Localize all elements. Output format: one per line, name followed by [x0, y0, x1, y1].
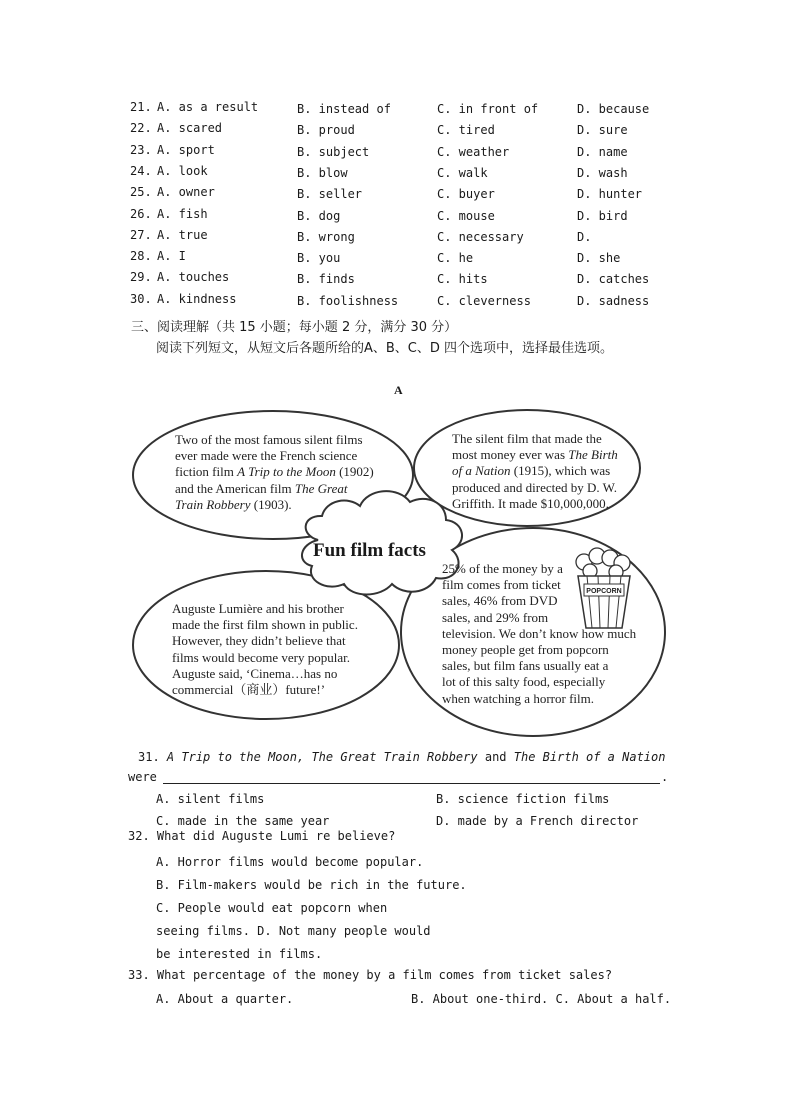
cloze-option-c: C. weather [437, 144, 510, 159]
cloze-option-d: D. hunter [577, 187, 643, 202]
cloze-option-b: B. you [297, 251, 341, 266]
cloze-option-b: B. seller [297, 187, 363, 202]
q32-option-c-line1: C. People would eat popcorn when [156, 901, 388, 915]
section-instruction: 阅读下列短文，从短文后各题所给的A、B、C、D 四个选项中，选择最佳选项。 [156, 341, 614, 356]
cloze-number: 27. [130, 227, 152, 242]
cloze-option-d: D. [577, 229, 592, 244]
cloze-option-d: D. catches [577, 272, 650, 287]
cloze-number: 26. [130, 206, 152, 221]
cloze-option-d: D. she [577, 251, 621, 266]
cloze-option-a: A. scared [157, 121, 223, 136]
cloze-option-c: C. hits [437, 272, 488, 287]
cloze-number: 21. [130, 100, 152, 114]
cloze-option-c: C. tired [437, 123, 495, 138]
cloze-option-a: A. as a result [157, 100, 259, 114]
cloze-option-c: C. necessary [437, 229, 524, 244]
cloze-option-d: D. name [577, 144, 628, 159]
passage-label: A [394, 383, 403, 397]
q31-option-b: B. science fiction films [436, 792, 610, 806]
cloze-option-a: A. owner [157, 185, 215, 200]
q31-stem: 31. A Trip to the Moon, The Great Train Robbery and The Birth of a Nation [138, 750, 666, 764]
bubble-bottom-left-text: Auguste Lumière and his brother made the first film shown in public. However, they didn’t believe that films would become very popular. Auguste said, ‘Cinema…has no commercial（商业）future!’ [172, 601, 358, 698]
q32-option-d-line: be interested in films. [156, 947, 323, 961]
cloze-number: 24. [130, 163, 152, 178]
q33-option-a: A. About a quarter. [156, 992, 294, 1006]
cloze-number: 28. [130, 249, 152, 264]
q32-option-b: B. Film-makers would be rich in the future. [156, 878, 467, 892]
cloze-option-c: C. mouse [437, 208, 495, 223]
poster-title: Fun film facts [313, 540, 426, 561]
cloze-number: 25. [130, 185, 152, 200]
cloze-option-c: C. buyer [437, 187, 495, 202]
section-heading: 三、阅读理解（共 15 小题；每小题 2 分，满分 30 分） [131, 320, 458, 335]
cloze-option-b: B. finds [297, 272, 355, 287]
q33-stem: 33. What percentage of the money by a film comes from ticket sales? [128, 968, 613, 982]
cloze-option-d: D. because [577, 102, 650, 116]
cloze-option-b: B. foolishness [297, 293, 399, 308]
cloze-number: 29. [130, 270, 152, 285]
bubble-bottom-right-text: 25% of the money by a film comes from ticket sales, 46% from DVD sales, and 29% from television. We don’t know how much money people get from popcorn sales, but film fans usually eat a lot of this salty food, especially when watching a horror film. [442, 561, 637, 706]
cloze-option-b: B. wrong [297, 229, 355, 244]
cloze-option-a: A. fish [157, 206, 208, 221]
cloze-option-b: B. proud [297, 123, 355, 138]
q31-period: . [661, 770, 669, 784]
q31-option-c: C. made in the same year [156, 814, 330, 828]
cloze-option-a: A. kindness [157, 291, 237, 306]
cloze-option-a: A. touches [157, 270, 230, 285]
q33-option-bc: B. About one-third. C. About a half. [411, 992, 672, 1006]
bubble-top-right-text: The silent film that made the most money ever was The Birth of a Nation (1915), which was produced and directed by D. W. Griffith. It made $10,000,000. [452, 431, 618, 511]
cloze-option-c: C. he [437, 251, 474, 266]
cloze-option-b: B. instead of [297, 102, 391, 116]
popcorn-label: POPCORN [586, 588, 622, 595]
cloze-option-a: A. sport [157, 142, 215, 157]
cloze-option-a: A. true [157, 227, 208, 242]
q32-option-c-line2: seeing films. D. Not many people would [156, 924, 431, 938]
cloze-option-a: A. look [157, 163, 208, 178]
cloze-option-c: C. walk [437, 165, 488, 180]
cloze-option-d: D. bird [577, 208, 628, 223]
q31-option-d: D. made by a French director [436, 814, 639, 828]
q32-stem: 32. What did Auguste Lumi re believe? [128, 829, 396, 843]
cloze-option-d: D. sure [577, 123, 628, 138]
q32-option-a: A. Horror films would become popular. [156, 855, 424, 869]
cloze-number: 22. [130, 121, 152, 136]
cloze-option-d: D. sadness [577, 293, 650, 308]
q31-were: were [128, 770, 157, 784]
cloze-option-d: D. wash [577, 165, 628, 180]
cloze-option-b: B. dog [297, 208, 341, 223]
q31-blank [163, 783, 660, 784]
bubble-top-left-text: Two of the most famous silent films ever made were the French science fiction film A Trip to the Moon (1902) and the American film The Great Train Robbery (1903). [175, 432, 374, 512]
cloze-option-b: B. subject [297, 144, 370, 159]
cloze-number: 30. [130, 291, 152, 306]
cloze-number: 23. [130, 142, 152, 157]
cloze-option-c: C. in front of [437, 102, 539, 116]
cloze-option-b: B. blow [297, 165, 348, 180]
cloze-option-c: C. cleverness [437, 293, 531, 308]
q31-option-a: A. silent films [156, 792, 265, 806]
cloze-option-a: A. I [157, 249, 186, 264]
